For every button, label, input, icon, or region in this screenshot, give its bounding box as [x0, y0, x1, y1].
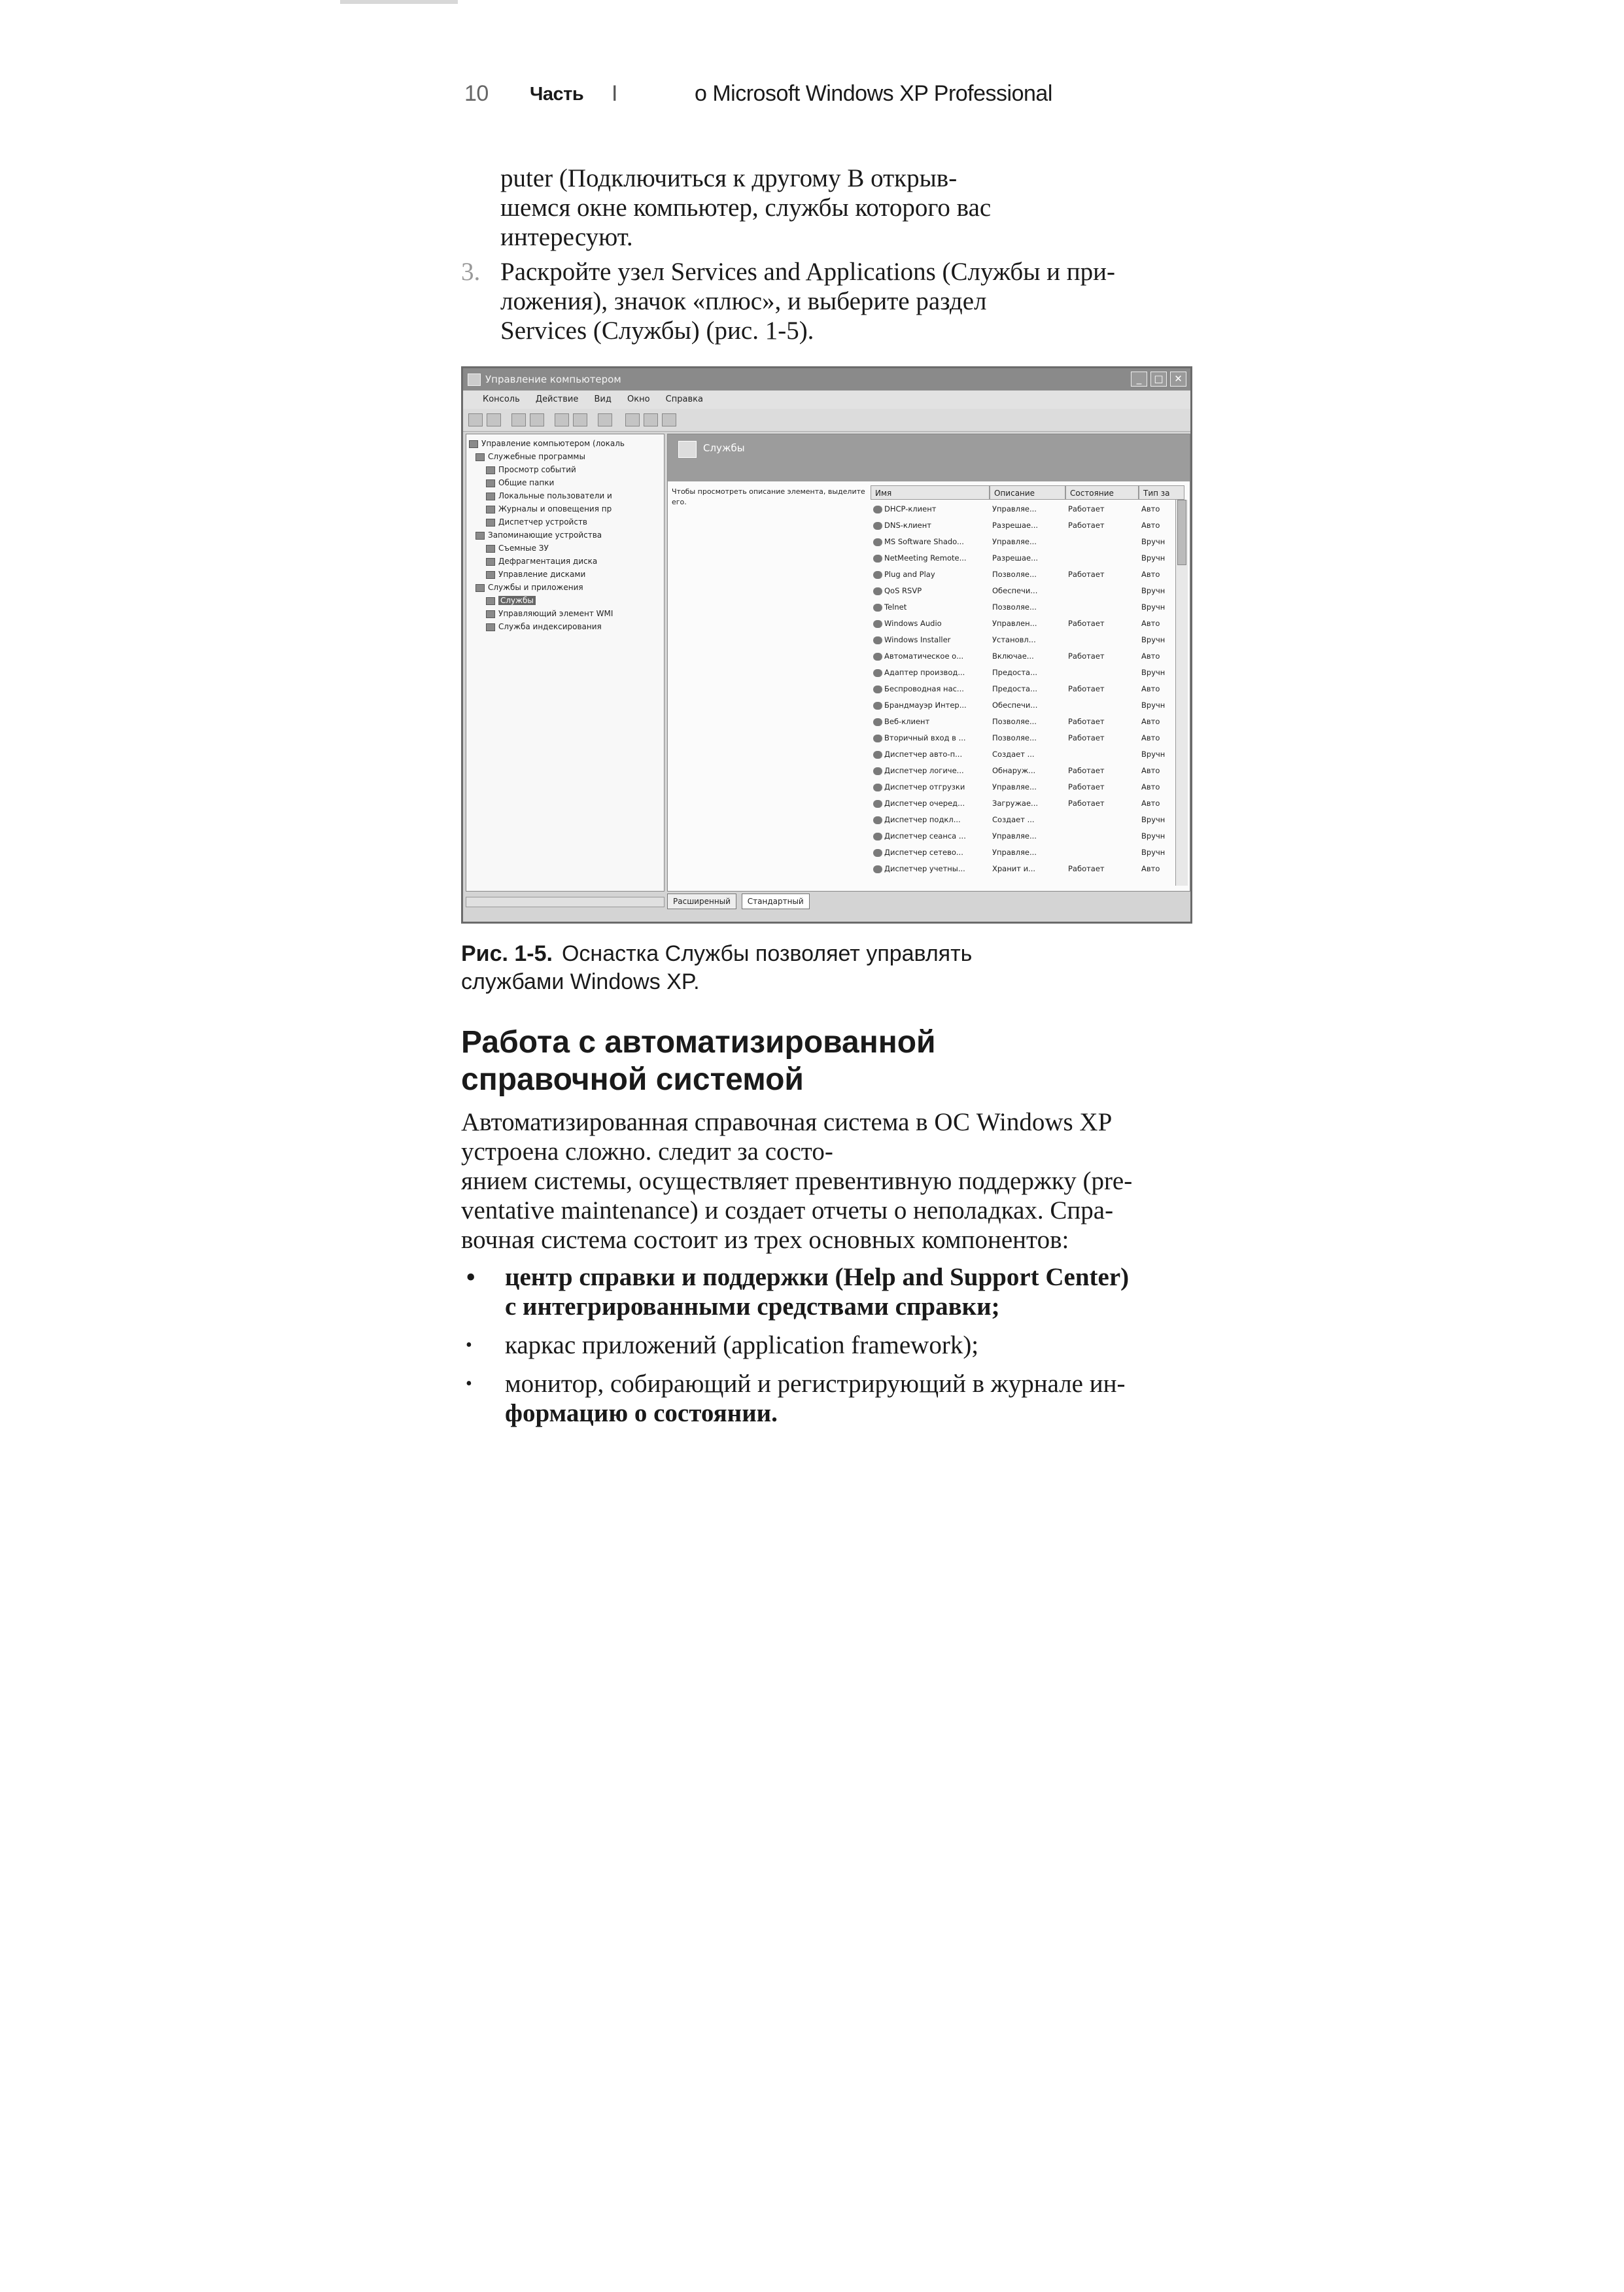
services-apps-icon: [475, 584, 485, 592]
service-description: Управляе...: [992, 831, 1037, 841]
service-startup: Вручн: [1141, 831, 1166, 841]
text-line: интересуют.: [500, 223, 633, 251]
gear-icon: [873, 555, 882, 563]
tree-item[interactable]: Диспетчер устройств: [486, 515, 587, 529]
pause-icon[interactable]: [662, 413, 676, 426]
service-startup: Вручн: [1141, 848, 1166, 857]
service-status: Работает: [1068, 521, 1105, 530]
bullet-marker: •: [466, 1374, 472, 1394]
play-icon[interactable]: [625, 413, 640, 426]
service-description: Управляе...: [992, 782, 1037, 791]
service-startup: Вручн: [1141, 553, 1166, 563]
service-row[interactable]: [668, 583, 1175, 599]
service-row[interactable]: [668, 534, 1175, 549]
tree-item[interactable]: Управление компьютером (локаль: [469, 437, 625, 450]
service-description: Установл...: [992, 635, 1036, 644]
service-row[interactable]: [668, 681, 1175, 697]
log-icon: [486, 506, 495, 513]
service-startup: Вручн: [1141, 586, 1166, 595]
service-name: Диспетчер учетны...: [873, 861, 990, 877]
indexing-icon: [486, 623, 495, 631]
service-name: Диспетчер отгрузки: [873, 779, 990, 795]
book-title: о Microsoft Windows XP Professional: [695, 81, 1052, 106]
service-name: Telnet: [873, 599, 990, 615]
computer-icon: [469, 440, 478, 448]
service-row[interactable]: [668, 730, 1175, 746]
gear-icon: [873, 653, 882, 661]
service-startup: Авто: [1141, 766, 1160, 775]
gear-icon: [873, 506, 882, 513]
description-text: Чтобы просмотреть описание элемента, выделите его.: [672, 487, 865, 506]
column-header-name[interactable]: Имя: [871, 485, 990, 500]
service-row[interactable]: [668, 812, 1175, 827]
service-status: Работает: [1068, 684, 1105, 693]
service-row[interactable]: [668, 550, 1175, 566]
tree-scrollbar[interactable]: [466, 897, 665, 907]
services-header: [668, 434, 1190, 481]
defrag-icon: [486, 558, 495, 566]
menu-item[interactable]: Консоль: [483, 394, 520, 404]
back-icon[interactable]: [468, 413, 483, 426]
bullet-marker: •: [466, 1261, 476, 1293]
service-description: Позволяе...: [992, 717, 1037, 726]
gear-icon: [873, 702, 882, 710]
section-heading: [461, 1024, 1181, 1098]
gear-icon: [873, 816, 882, 824]
service-name: Адаптер производ...: [873, 665, 990, 680]
caption-label: Рис. 1-5.: [461, 941, 553, 966]
service-startup: Вручн: [1141, 668, 1166, 677]
maximize-icon[interactable]: □: [1150, 372, 1167, 387]
bullet-list: [466, 1262, 1194, 1437]
service-name: DHCP-клиент: [873, 501, 990, 517]
service-description: Управляе...: [992, 537, 1037, 546]
service-name: Беспроводная нас...: [873, 681, 990, 697]
text-line: центр справки и поддержки (Help and Support Center): [505, 1263, 1130, 1291]
service-status: Работает: [1068, 766, 1105, 775]
text-line: с интегрированными средствами справки;: [505, 1293, 1000, 1321]
caption-text: Оснастка Службы позволяет управлять службами Windows XP.: [461, 941, 973, 994]
column-header-status[interactable]: Состояние: [1065, 485, 1139, 500]
service-name: Диспетчер очеред...: [873, 795, 990, 811]
device-icon: [486, 519, 495, 527]
service-row[interactable]: [668, 616, 1175, 631]
forward-icon[interactable]: [487, 413, 501, 426]
service-startup: Вручн: [1141, 815, 1166, 824]
gear-icon: [873, 735, 882, 742]
service-status: Работает: [1068, 504, 1105, 513]
tree-item[interactable]: Запоминающие устройства: [475, 529, 602, 542]
tree-item[interactable]: Общие папки: [486, 476, 554, 489]
scan-artifact: [340, 0, 458, 4]
service-name: Диспетчер сеанса ...: [873, 828, 990, 844]
storage-icon: [475, 532, 485, 540]
tree-item[interactable]: Служебные программы: [475, 450, 585, 463]
tools-icon: [475, 453, 485, 461]
service-description: Позволяе...: [992, 570, 1037, 579]
list-item: [466, 1330, 1194, 1360]
service-name: Windows Audio: [873, 616, 990, 631]
menu-item[interactable]: Окно: [627, 394, 650, 404]
gear-icon: [873, 587, 882, 595]
service-startup: Вручн: [1141, 635, 1166, 644]
service-row[interactable]: [668, 697, 1175, 713]
service-description: Предоста...: [992, 668, 1038, 677]
service-startup: Авто: [1141, 521, 1160, 530]
part-label: Часть: [530, 84, 584, 105]
tab-standard[interactable]: Стандартный: [742, 894, 810, 909]
service-status: Работает: [1068, 799, 1105, 808]
step-number: 3.: [461, 258, 481, 286]
gear-icon: [873, 767, 882, 775]
service-row[interactable]: [668, 501, 1175, 517]
tree-item[interactable]: Дефрагментация диска: [486, 555, 597, 568]
disk-icon: [486, 571, 495, 579]
service-name: Диспетчер логиче...: [873, 763, 990, 778]
gear-icon: [873, 833, 882, 841]
gear-icon: [873, 849, 882, 857]
service-name: Автоматическое о...: [873, 648, 990, 664]
service-status: Работает: [1068, 619, 1105, 628]
service-status: Работает: [1068, 570, 1105, 579]
service-name: QoS RSVP: [873, 583, 990, 599]
console-tree: [466, 434, 665, 892]
services-icon: [678, 441, 697, 458]
service-startup: Авто: [1141, 782, 1160, 791]
services-scrollbar[interactable]: [1175, 500, 1188, 886]
text-line: янием системы, осуществляет превентивную поддержку (pre-: [461, 1167, 1133, 1195]
up-icon[interactable]: [511, 413, 526, 426]
tree-item[interactable]: Службы и приложения: [475, 581, 583, 594]
menu-item[interactable]: Справка: [665, 394, 703, 404]
service-name: Брандмауэр Интер...: [873, 697, 990, 713]
service-row[interactable]: [668, 828, 1175, 844]
service-startup: Авто: [1141, 717, 1160, 726]
service-name: Windows Installer: [873, 632, 990, 648]
gear-icon: [873, 571, 882, 579]
figure-caption: [461, 940, 1050, 996]
service-description: Включае...: [992, 651, 1034, 661]
minimize-icon[interactable]: _: [1131, 372, 1147, 387]
tree-item[interactable]: Служба индексирования: [486, 620, 602, 633]
service-row[interactable]: [668, 632, 1175, 648]
service-description: Позволяе...: [992, 733, 1037, 742]
service-description: Управляе...: [992, 504, 1037, 513]
service-startup: Авто: [1141, 733, 1160, 742]
gear-icon: [873, 865, 882, 873]
gear-icon: [873, 538, 882, 546]
service-status: Работает: [1068, 717, 1105, 726]
bullet-marker: •: [466, 1335, 472, 1355]
window-title: Управление компьютером: [485, 373, 621, 385]
service-description: Управлен...: [992, 619, 1037, 628]
service-startup: Авто: [1141, 799, 1160, 808]
service-startup: Вручн: [1141, 750, 1166, 759]
tab-extended[interactable]: Расширенный: [667, 894, 736, 909]
service-row[interactable]: [668, 763, 1175, 778]
toolbar: [463, 409, 1190, 432]
menu-bar: [463, 391, 1190, 409]
list-item: [466, 1262, 1194, 1321]
service-description: Разрешае...: [992, 521, 1039, 530]
menu-item[interactable]: Действие: [535, 394, 579, 404]
service-startup: Авто: [1141, 651, 1160, 661]
app-icon: [468, 373, 481, 386]
text-line: ventative maintenance) и создает отчеты о неполадках. Спра-: [461, 1196, 1114, 1224]
gear-icon: [873, 718, 882, 726]
service-name: Диспетчер подкл...: [873, 812, 990, 827]
gear-icon: [873, 800, 882, 808]
service-description: Обеспечи...: [992, 586, 1038, 595]
menu-item[interactable]: Вид: [594, 394, 612, 404]
text-line: puter (Подключиться к другому В открыв-: [500, 164, 958, 192]
service-name: Вторичный вход в ...: [873, 730, 990, 746]
text-line: Раскройте узел Services and Applications (Службы и при-: [500, 258, 1116, 286]
service-name: Диспетчер авто-п...: [873, 746, 990, 762]
service-name: Веб-клиент: [873, 714, 990, 729]
text-line: Автоматизированная справочная система в ОС Windows XP: [461, 1108, 1113, 1136]
column-header-startup[interactable]: Тип за: [1139, 485, 1184, 500]
tree-item[interactable]: Локальные пользователи и: [486, 489, 612, 502]
gear-icon: [873, 784, 882, 791]
service-row[interactable]: [668, 795, 1175, 811]
service-description: Разрешае...: [992, 553, 1039, 563]
service-startup: Авто: [1141, 864, 1160, 873]
part-number: I: [612, 81, 617, 106]
service-description: Создает ...: [992, 815, 1035, 824]
tree-item[interactable]: Управление дисками: [486, 568, 585, 581]
service-row[interactable]: [668, 517, 1175, 533]
gear-icon: [873, 620, 882, 628]
wmi-icon: [486, 610, 495, 618]
service-name: Plug and Play: [873, 566, 990, 582]
gear-icon: [873, 636, 882, 644]
service-startup: Вручн: [1141, 537, 1166, 546]
gear-icon: [873, 669, 882, 677]
service-row[interactable]: [668, 599, 1175, 615]
service-name: MS Software Shado...: [873, 534, 990, 549]
column-header-description[interactable]: Описание: [990, 485, 1065, 500]
service-startup: Вручн: [1141, 602, 1166, 612]
text-line: ложения), значок «плюс», и выберите раздел: [500, 287, 987, 315]
service-status: Работает: [1068, 651, 1105, 661]
view-tabs: [667, 894, 812, 908]
service-name: NetMeeting Remote...: [873, 550, 990, 566]
text-line: устроена сложно. следит за состо-: [461, 1137, 833, 1166]
page-number: 10: [464, 81, 489, 106]
service-description: Предоста...: [992, 684, 1038, 693]
service-row[interactable]: [668, 714, 1175, 729]
service-description: Обеспечи...: [992, 701, 1038, 710]
computer-management-screenshot: [461, 366, 1192, 924]
service-description: Загружае...: [992, 799, 1039, 808]
text-line: Services (Службы) (рис. 1-5).: [500, 317, 814, 345]
text-line: монитор, собирающий и регистрирующий в журнале ин-: [505, 1370, 1126, 1398]
service-name: Диспетчер сетево...: [873, 844, 990, 860]
tree-item[interactable]: Просмотр событий: [486, 463, 576, 476]
service-status: Работает: [1068, 733, 1105, 742]
service-startup: Авто: [1141, 570, 1160, 579]
tree-item-selected[interactable]: Службы: [486, 594, 536, 607]
service-description: Позволяе...: [992, 602, 1037, 612]
service-row[interactable]: [668, 648, 1175, 664]
service-startup: Авто: [1141, 504, 1160, 513]
text-line: вочная система состоит из трех основных компонентов:: [461, 1226, 1069, 1254]
service-row[interactable]: [668, 746, 1175, 762]
close-icon[interactable]: ✕: [1170, 372, 1186, 387]
tree-item[interactable]: Управляющий элемент WMI: [486, 607, 613, 620]
service-status: Работает: [1068, 782, 1105, 791]
text-line: шемся окне компьютер, службы которого вас: [500, 194, 992, 222]
folder-icon: [486, 479, 495, 487]
service-description: Создает ...: [992, 750, 1035, 759]
show-tree-icon[interactable]: [530, 413, 544, 426]
gear-icon: [873, 604, 882, 612]
tree-item[interactable]: Журналы и оповещения пр: [486, 502, 612, 515]
list-item: [466, 1369, 1194, 1428]
service-status: Работает: [1068, 864, 1105, 873]
window-titlebar: [463, 368, 1190, 391]
service-name: DNS-клиент: [873, 517, 990, 533]
event-viewer-icon: [486, 466, 495, 474]
service-row[interactable]: [668, 844, 1175, 860]
service-startup: Авто: [1141, 619, 1160, 628]
removable-storage-icon: [486, 545, 495, 553]
services-title: Службы: [703, 442, 745, 454]
gear-icon: [873, 686, 882, 693]
refresh-icon[interactable]: [573, 413, 587, 426]
heading-line: справочной системой: [461, 1062, 804, 1097]
service-row[interactable]: [668, 566, 1175, 582]
section-paragraph: [461, 1107, 1194, 1255]
stop-icon[interactable]: [644, 413, 658, 426]
scroll-thumb[interactable]: [1177, 500, 1186, 565]
gear-icon: [873, 751, 882, 759]
intro-paragraph: [500, 164, 1194, 252]
text-line: каркас приложений (application framework);: [505, 1331, 979, 1359]
heading-line: Работа с автоматизированной: [461, 1025, 936, 1060]
service-row[interactable]: [668, 779, 1175, 795]
service-description: Хранит и...: [992, 864, 1036, 873]
users-icon: [486, 493, 495, 500]
service-row[interactable]: [668, 665, 1175, 680]
service-description: Управляе...: [992, 848, 1037, 857]
service-startup: Авто: [1141, 684, 1160, 693]
text-line: формацию о состоянии.: [505, 1399, 778, 1427]
tree-item[interactable]: Съемные ЗУ: [486, 542, 549, 555]
service-row[interactable]: [668, 861, 1175, 877]
gear-icon: [873, 522, 882, 530]
help-icon[interactable]: [598, 413, 612, 426]
properties-icon[interactable]: [555, 413, 569, 426]
services-icon: [486, 597, 495, 605]
service-description: Обнаруж...: [992, 766, 1036, 775]
step-3-text: [500, 257, 1194, 345]
service-startup: Вручн: [1141, 701, 1166, 710]
services-pane: [667, 434, 1190, 892]
